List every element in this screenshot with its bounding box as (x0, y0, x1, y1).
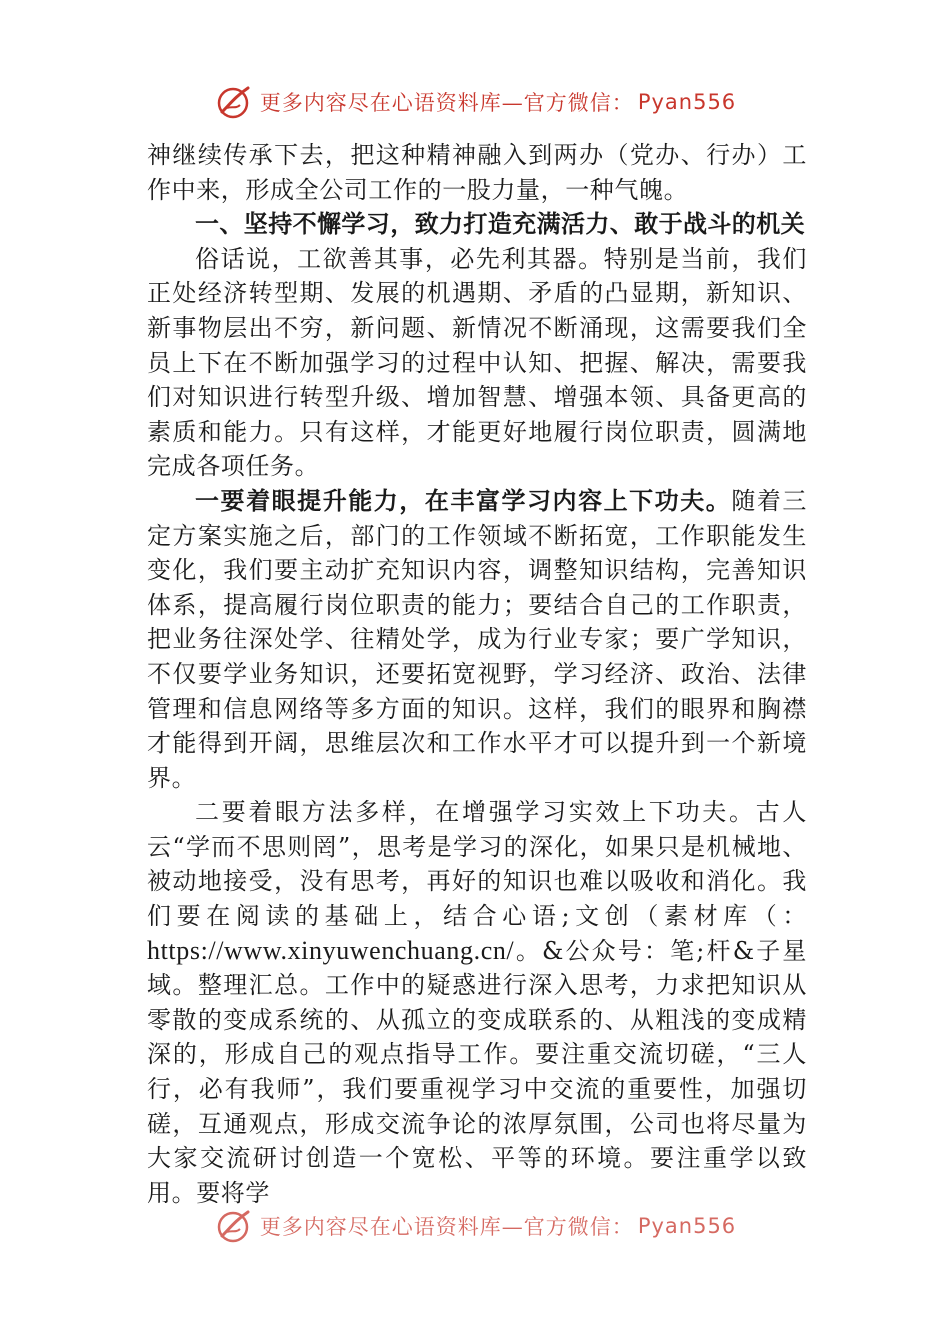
paragraph-body: 二要着眼方法多样，在增强学习实效上下功夫。古人云“学而不思则罔”，思考是学习的深化，如果只是机械地、被动地接受，没有思考，再好的知识也难以吸收和消化。我们要在阅读的基础上，结合心语;文创（素材库（： (147, 798, 807, 931)
brush-logo-icon (214, 1206, 254, 1246)
paragraph (147, 484, 807, 795)
watermark-banner-bottom (0, 1206, 950, 1246)
paragraph-continuation: 神继续传承下去，把这种精神融入到两办（党办、行办）工作中来，形成全公司工作的一股力量，一种气魄。 (147, 141, 807, 204)
watermark-banner-top (0, 82, 950, 122)
section-heading: 一、坚持不懈学习，致力打造充满活力、敢于战斗的机关 (195, 210, 805, 239)
paragraph-lead: 一要着眼提升能力，在丰富学习内容上下功夫。 (195, 486, 732, 515)
watermark-text: 更多内容尽在心语资料库—官方微信： (259, 1215, 634, 1239)
paragraph-body: 随着三定方案实施之后，部门的工作领域不断拓宽，工作职能发生变化，我们要主动扩充知识内容，调整知识结构，完善知识体系，提高履行岗位职责的能力；要结合自己的工作职责，把业务往深处学、往精处学，成为行业专家；要广学知识，不仅要学业务知识，还要拓宽视野，学习经济、政治、法律管理和信息网络等多方面的知识。这样，我们的眼界和胸襟才能得到开阔，思维层次和工作水平才可以提升到一个新境界。 (147, 486, 807, 792)
watermark-text: 更多内容尽在心语资料库—官方微信： (259, 91, 634, 115)
paragraph (147, 795, 807, 1210)
website-link[interactable]: https://www.xinyuwenchuang.cn/ (147, 935, 515, 965)
wechat-id: Pyan556 (637, 90, 737, 114)
paragraph-body: 。&公众号：笔;杆&子星域。整理汇总。工作中的疑惑进行深入思考，力求把知识从零散的变成系统的、从孤立的变成联系的、从粗浅的变成精深的，形成自己的观点指导工作。要注重交流切磋，“三人行，必有我师”，我们要重视学习中交流的重要性，加强切磋，互通观点，形成交流争论的浓厚氛围，公司也将尽量为大家交流研讨创造一个宽松、平等的环境。要注重学以致用。要将学 (147, 936, 807, 1207)
wechat-id: Pyan556 (637, 1214, 737, 1238)
document-body (147, 138, 807, 1210)
brush-logo-icon (214, 82, 254, 122)
paragraph: 俗话说，工欲善其事，必先利其器。特别是当前，我们正处经济转型期、发展的机遇期、矛盾的凸显期，新知识、新事物层出不穷，新问题、新情况不断涌现，这需要我们全员上下在不断加强学习的过程中认知、把握、解决，需要我们对知识进行转型升级、增加智慧、增强本领、具备更高的素质和能力。只有这样，才能更好地履行岗位职责，圆满地完成各项任务。 (147, 244, 807, 481)
